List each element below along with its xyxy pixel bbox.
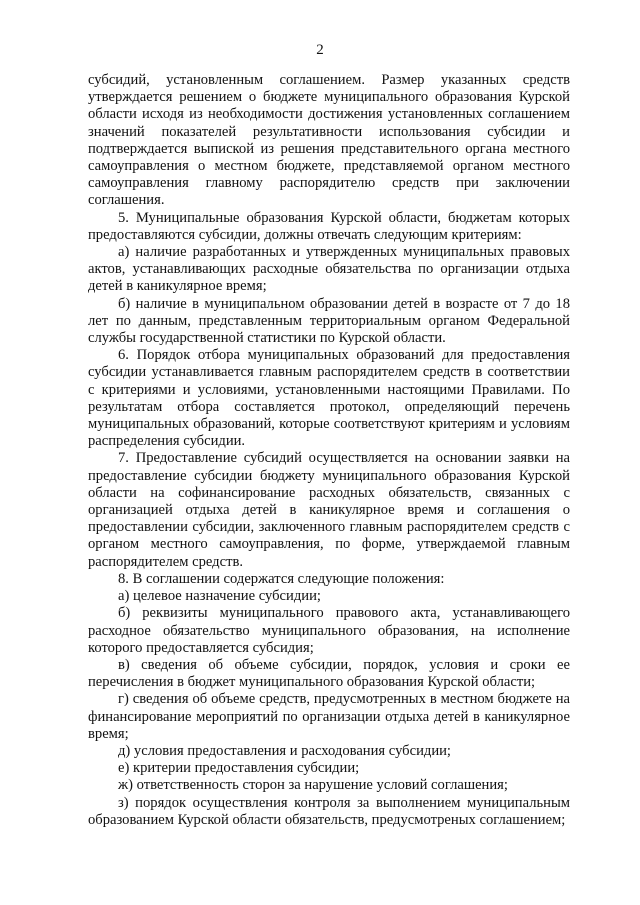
paragraph: б) реквизиты муниципального правового акта, устанавливающего расходное обязательство муниципального образования, на исполнение которого предоставляется субсидия;: [88, 605, 570, 656]
paragraph: 8. В соглашении содержатся следующие положения:: [118, 570, 445, 587]
paragraph: е) критерии предоставления субсидии;: [118, 760, 360, 777]
paragraph: д) условия предоставления и расходования субсидии;: [118, 742, 451, 759]
page-number: 2: [316, 42, 324, 58]
paragraph: субсидий, установленным соглашением. Размер указанных средств утверждается решением о бюджете муниципального образования Курской области исходя из необходимости достижения установленных соглашением значений показателей результативности использования субсидии и подтверждается выпиской из решения представительного органа местного самоуправления о местном бюджете, представляемой органом местного самоуправления главному распорядителю средств при заключении соглашения.: [88, 72, 570, 209]
paragraph: 6. Порядок отбора муниципальных образований для предоставления субсидии устанавливается главным распорядителем средств в соответствии с критериями и условиями, установленными настоящими Правилами. По результатам отбора составляется протокол, определяющий перечень муниципальных образований, которые соответствуют критериям и условиям распределения субсидии.: [88, 347, 570, 450]
paragraph: 5. Муниципальные образования Курской области, бюджетам которых предоставляются субсидии, должны отвечать следующим критериям:: [88, 209, 570, 243]
paragraph: з) порядок осуществления контроля за выполнением муниципальным образованием Курской области обязательств, предусмотреных соглашением;: [88, 794, 570, 828]
paragraph: а) наличие разработанных и утвержденных муниципальных правовых актов, устанавливающих расходные обязательства по организации отдыха детей в каникулярное время;: [88, 244, 570, 295]
paragraph: в) сведения об объеме субсидии, порядок, условия и сроки ее перечисления в бюджет муниципального образования Курской области;: [88, 656, 570, 691]
paragraph: а) целевое назначение субсидии;: [118, 588, 321, 605]
paragraph: б) наличие в муниципальном образовании детей в возрасте от 7 до 18 лет по данным, представленным территориальным органом Федеральной службы государственной статистики по Курской области.: [88, 295, 570, 347]
paragraph: г) сведения об объеме средств, предусмотренных в местном бюджете на финансирование мероприятий по организации отдыха детей в каникулярное время;: [88, 691, 570, 742]
document-body: [88, 72, 570, 829]
paragraph: ж) ответственность сторон за нарушение условий соглашения;: [118, 777, 508, 794]
paragraph: 7. Предоставление субсидий осуществляется на основании заявки на предоставление субсидии бюджету муниципального образования Курской области на софинансирование расходных обязательств, связанных с организацией отдыха детей в каникулярное время и соглашения о предоставлении субсидии, заключенного главным распорядителем средств с органом местного самоуправления, по форме, утверждаемой главным распорядителем средств.: [88, 450, 570, 570]
